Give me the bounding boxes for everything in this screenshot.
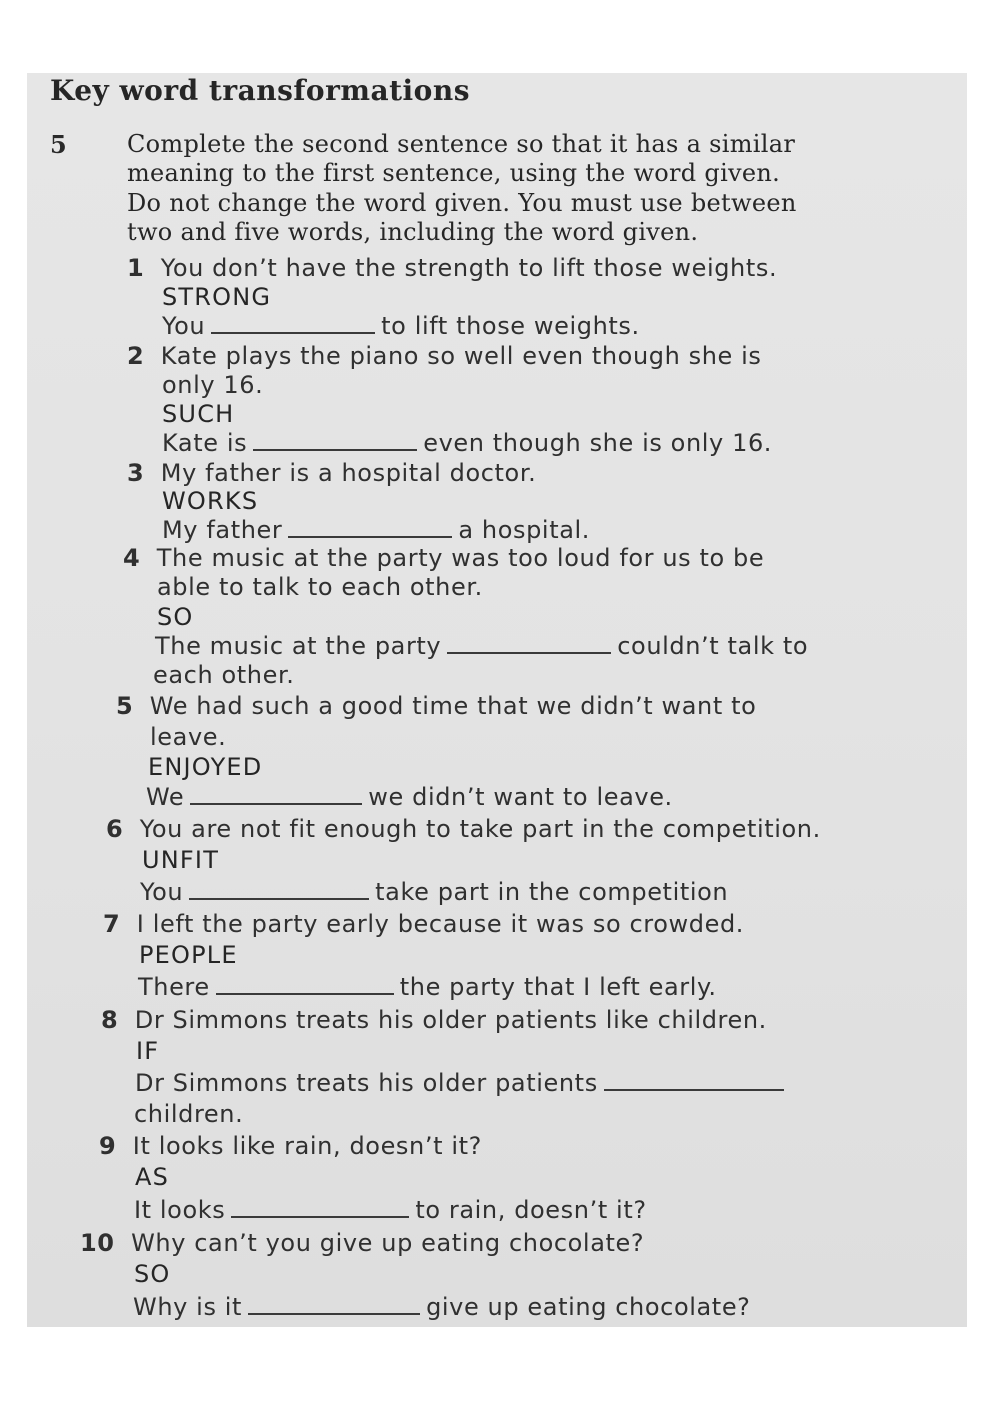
- item-8-transformation-cont: children.: [134, 1100, 244, 1128]
- item-number: 9: [99, 1132, 117, 1160]
- sentence-end: to lift those weights.: [381, 312, 640, 340]
- sentence-start: It looks: [134, 1196, 226, 1224]
- answer-gap[interactable]: [231, 1198, 409, 1218]
- item-7-keyword: PEOPLE: [139, 941, 238, 969]
- sentence-start: There: [138, 973, 210, 1001]
- sentence-end: we didn’t want to leave.: [368, 783, 673, 811]
- instruction-line: Do not change the word given. You must use between: [127, 189, 797, 217]
- item-number: 4: [123, 544, 141, 572]
- item-2-keyword: SUCH: [162, 400, 235, 428]
- item-10-sentence: [80, 1229, 644, 1257]
- item-3-sentence: [127, 459, 536, 487]
- item-number: 1: [127, 254, 145, 282]
- item-2-sentence-cont: only 16.: [162, 371, 264, 399]
- item-8-transformation: [135, 1069, 790, 1097]
- item-7-transformation: [138, 973, 717, 1001]
- instruction-line: meaning to the first sentence, using the word given.: [127, 159, 781, 187]
- original-sentence: Kate plays the piano so well even though she is: [160, 342, 762, 370]
- item-1-keyword: STRONG: [162, 283, 272, 311]
- item-number: 2: [127, 342, 145, 370]
- answer-gap[interactable]: [190, 785, 362, 805]
- item-4-sentence-cont: able to talk to each other.: [157, 573, 483, 601]
- item-4-keyword: SO: [157, 603, 194, 631]
- original-sentence: The music at the party was too loud for us to be: [156, 544, 765, 572]
- item-6-keyword: UNFIT: [142, 846, 220, 874]
- item-number: 10: [80, 1229, 115, 1257]
- item-1-transformation: [162, 312, 640, 340]
- sentence-end: give up eating chocolate?: [426, 1293, 751, 1321]
- answer-gap[interactable]: [189, 880, 369, 900]
- item-10-transformation: [133, 1293, 751, 1321]
- original-sentence: You don’t have the strength to lift those weights.: [160, 254, 778, 282]
- item-6-sentence: [106, 815, 821, 843]
- original-sentence: It looks like rain, doesn’t it?: [132, 1132, 482, 1160]
- item-1-sentence: [127, 254, 777, 282]
- answer-gap[interactable]: [216, 975, 394, 995]
- sentence-end: even though she is only 16.: [423, 429, 773, 457]
- answer-gap[interactable]: [248, 1295, 420, 1315]
- instruction-line: two and five words, including the word given.: [127, 218, 699, 246]
- sentence-start: You: [140, 878, 184, 906]
- answer-gap[interactable]: [604, 1071, 784, 1091]
- answer-gap[interactable]: [211, 314, 375, 334]
- answer-gap[interactable]: [447, 634, 611, 654]
- instruction-line: Complete the second sentence so that it has a similar: [127, 130, 796, 158]
- section-heading: Key word transformations: [50, 74, 470, 107]
- sentence-start: You: [162, 312, 206, 340]
- item-number: 8: [101, 1006, 119, 1034]
- item-5-sentence: [116, 692, 756, 720]
- item-9-transformation: [134, 1196, 647, 1224]
- item-8-keyword: IF: [136, 1037, 160, 1065]
- item-4-transformation-cont: each other.: [153, 661, 295, 689]
- sentence-start: My father: [162, 516, 283, 544]
- item-number: 6: [106, 815, 124, 843]
- original-sentence: Dr Simmons treats his older patients like children.: [134, 1006, 767, 1034]
- item-5-sentence-cont: leave.: [150, 723, 227, 751]
- original-sentence: Why can’t you give up eating chocolate?: [131, 1229, 645, 1257]
- sentence-end: to rain, doesn’t it?: [415, 1196, 647, 1224]
- item-3-keyword: WORKS: [162, 487, 259, 515]
- item-6-transformation: [140, 878, 728, 906]
- item-3-transformation: [162, 516, 590, 544]
- sentence-end: the party that I left early.: [399, 973, 717, 1001]
- item-number: 3: [127, 459, 145, 487]
- item-2-sentence: [127, 342, 762, 370]
- original-sentence: I left the party early because it was so crowded.: [136, 910, 745, 938]
- original-sentence: My father is a hospital doctor.: [160, 459, 537, 487]
- item-number: 5: [116, 692, 134, 720]
- sentence-end: couldn’t talk to: [617, 632, 809, 660]
- item-number: 7: [103, 910, 121, 938]
- item-2-transformation: [162, 429, 772, 457]
- sentence-start: We: [146, 783, 185, 811]
- item-7-sentence: [103, 910, 744, 938]
- sentence-start: Kate is: [162, 429, 248, 457]
- item-10-keyword: SO: [134, 1260, 171, 1288]
- item-4-sentence: [123, 544, 764, 572]
- sentence-start: Why is it: [133, 1293, 243, 1321]
- item-9-keyword: AS: [135, 1163, 170, 1191]
- item-4-transformation: [155, 632, 808, 660]
- original-sentence: We had such a good time that we didn’t want to: [149, 692, 757, 720]
- answer-gap[interactable]: [253, 431, 417, 451]
- sentence-end: a hospital.: [458, 516, 591, 544]
- exercise-number: 5: [50, 130, 67, 159]
- item-9-sentence: [99, 1132, 482, 1160]
- sentence-end: take part in the competition: [375, 878, 729, 906]
- item-8-sentence: [101, 1006, 767, 1034]
- item-5-transformation: [146, 783, 673, 811]
- item-5-keyword: ENJOYED: [148, 753, 263, 781]
- sentence-start: Dr Simmons treats his older patients: [135, 1069, 598, 1097]
- sentence-start: The music at the party: [155, 632, 442, 660]
- original-sentence: You are not fit enough to take part in the competition.: [139, 815, 821, 843]
- answer-gap[interactable]: [288, 518, 452, 538]
